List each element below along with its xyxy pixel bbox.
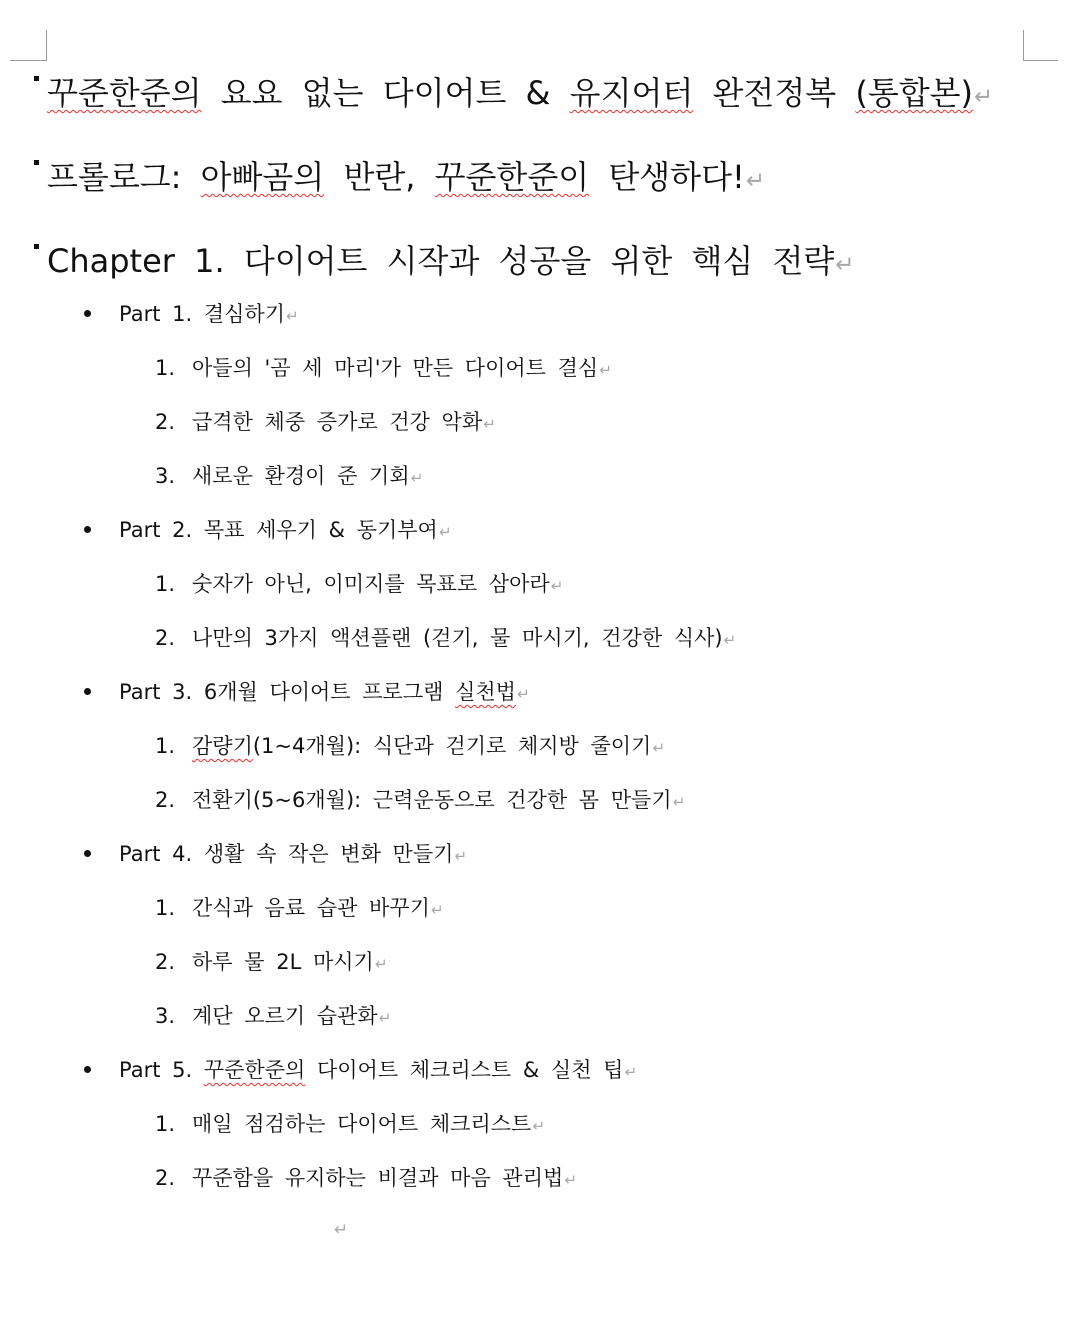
paragraph-mark-icon: ↵ xyxy=(532,1117,545,1135)
spellcheck-word[interactable]: 유지어터 xyxy=(569,74,694,112)
heading-chapter-1[interactable]: Chapter 1. 다이어트 시작과 성공을 위한 핵심 전략↵ xyxy=(34,236,855,282)
bullet-icon xyxy=(84,526,91,533)
list-item-part[interactable]: Part 3. 6개월 다이어트 프로그램 실천법↵ xyxy=(84,676,530,706)
spellcheck-word[interactable]: (통합본) xyxy=(855,74,974,112)
paragraph-mark-icon: ↵ xyxy=(564,1171,577,1189)
list-item[interactable]: 2. 전환기(5~6개월): 근력운동으로 건강한 몸 만들기↵ xyxy=(155,788,686,812)
spellcheck-word[interactable]: 아빠곰의 xyxy=(200,158,325,196)
paragraph-mark-icon: ↵ xyxy=(624,1063,638,1081)
list-item-part[interactable]: Part 1. 결심하기↵ xyxy=(84,298,299,328)
paragraph-mark-icon: ↵ xyxy=(723,631,737,649)
list-item[interactable]: 2. 꾸준함을 유지하는 비결과 마음 관리법↵ xyxy=(155,1166,577,1190)
paragraph-mark-icon: ↵ xyxy=(745,168,766,194)
bullet-icon xyxy=(84,688,91,695)
spellcheck-word[interactable]: 꾸준한준이 xyxy=(434,158,590,196)
paragraph-mark-icon: ↵ xyxy=(438,523,452,541)
heading-marker xyxy=(34,244,39,249)
paragraph-mark-icon: ↵ xyxy=(483,415,496,433)
paragraph-mark-icon: ↵ xyxy=(599,361,612,379)
list-item[interactable]: 1. 간식과 음료 습관 바꾸기↵ xyxy=(155,896,444,920)
list-item[interactable]: 3. 새로운 환경이 준 기회↵ xyxy=(155,464,424,488)
paragraph-mark-icon: ↵ xyxy=(516,685,530,703)
list-item-part[interactable]: Part 5. 꾸준한준의 다이어트 체크리스트 & 실천 팁↵ xyxy=(84,1054,637,1084)
paragraph-mark-icon: ↵ xyxy=(974,84,994,110)
list-item-part[interactable]: Part 4. 생활 속 작은 변화 만들기↵ xyxy=(84,838,467,868)
list-item[interactable]: 1. 숫자가 아닌, 이미지를 목표로 삼아라↵ xyxy=(155,572,564,596)
spellcheck-word[interactable]: 감량기 xyxy=(192,734,253,758)
bullet-icon xyxy=(84,310,91,317)
crop-mark-top-right xyxy=(1023,30,1058,61)
paragraph-mark-icon: ↵ xyxy=(550,577,564,595)
heading-prologue[interactable]: 프롤로그: 아빠곰의 반란, 꾸준한준이 탄생하다!↵ xyxy=(34,152,765,198)
list-item[interactable]: 1. 아들의 '곰 세 마리'가 만든 다이어트 결심↵ xyxy=(155,356,612,380)
empty-paragraph-mark-icon[interactable]: ↵ xyxy=(334,1220,349,1240)
list-item[interactable]: 1. 감량기(1~4개월): 식단과 걷기로 체지방 줄이기↵ xyxy=(155,734,666,758)
heading-title[interactable]: 꾸준한준의 요요 없는 다이어트 & 유지어터 완전정복 (통합본)↵ xyxy=(34,68,993,114)
spellcheck-word[interactable]: 실천법 xyxy=(455,680,516,704)
paragraph-mark-icon: ↵ xyxy=(454,847,468,865)
list-item[interactable]: 1. 매일 점검하는 다이어트 체크리스트↵ xyxy=(155,1112,545,1136)
heading-marker xyxy=(34,160,39,165)
paragraph-mark-icon: ↵ xyxy=(286,307,299,325)
list-item[interactable]: 2. 하루 물 2L 마시기↵ xyxy=(155,950,388,974)
paragraph-mark-icon: ↵ xyxy=(374,955,388,973)
paragraph-mark-icon: ↵ xyxy=(410,469,424,487)
paragraph-mark-icon: ↵ xyxy=(652,739,666,757)
bullet-icon xyxy=(84,850,91,857)
paragraph-mark-icon: ↵ xyxy=(672,793,686,811)
bullet-icon xyxy=(84,1066,91,1073)
heading-marker xyxy=(34,76,39,81)
paragraph-mark-icon: ↵ xyxy=(378,1009,392,1027)
spellcheck-word[interactable]: 꾸준한준의 xyxy=(203,1058,306,1082)
list-item[interactable]: 2. 나만의 3가지 액션플랜 (걷기, 물 마시기, 건강한 식사)↵ xyxy=(155,626,737,650)
list-item[interactable]: 3. 계단 오르기 습관화↵ xyxy=(155,1004,392,1028)
list-item-part[interactable]: Part 2. 목표 세우기 & 동기부여↵ xyxy=(84,514,452,544)
list-item[interactable]: 2. 급격한 체중 증가로 건강 악화↵ xyxy=(155,410,496,434)
spellcheck-word[interactable]: 꾸준한준의 xyxy=(47,74,202,112)
paragraph-mark-icon: ↵ xyxy=(430,901,444,919)
crop-mark-top-left xyxy=(10,30,47,61)
paragraph-mark-icon: ↵ xyxy=(835,252,855,278)
